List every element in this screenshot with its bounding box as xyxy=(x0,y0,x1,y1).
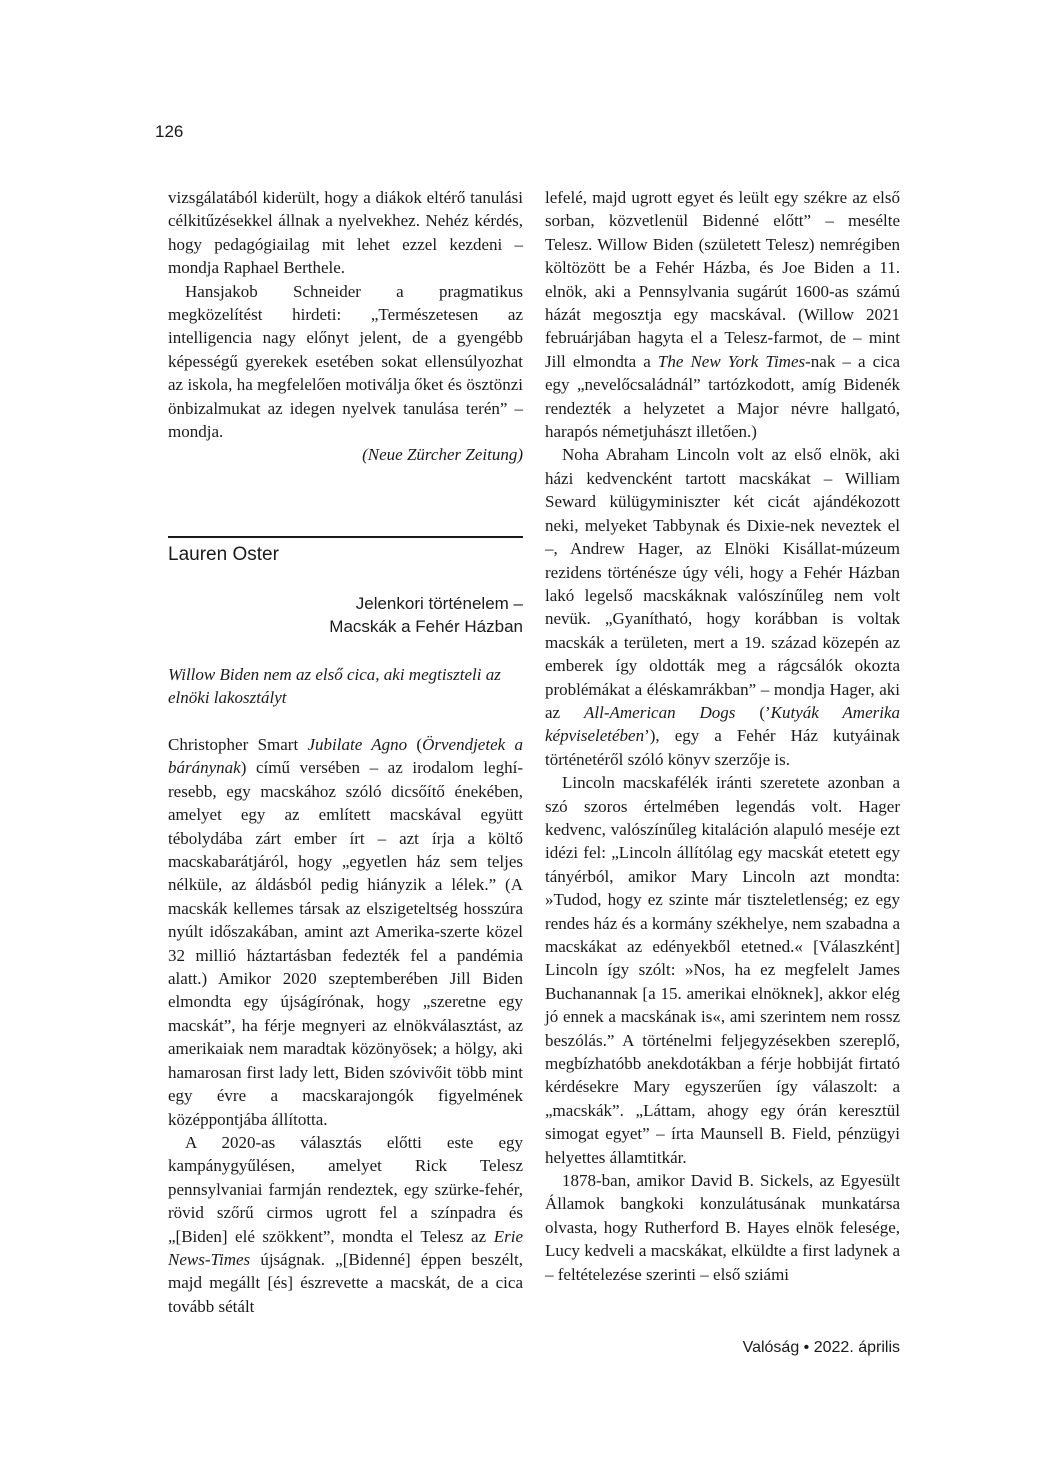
paragraph: lefelé, majd ugrott egyet és leült egy székre az első sorban, közvetlenül Bidenné előtt” – mesélte Telesz. Willow Biden (született Telesz) nemrégiben költözött be a Fehér Házba, és Joe Biden a 11. elnök, aki a Pennsylvania sugárút 1600-as számú házát megosztja egy macskával. (Willow 2021 februárjában hagyta el a Telesz-farmot, de – mint Jill elmondta a The New York Times-nak – a cica egy „nevelőcsaládnál” tartózkodott, amíg Bidenék rendezték a helyzetet a Major névre hallgató, harapós németjuhászt illetően.) xyxy=(545,188,900,442)
paragraph: Noha Abraham Lincoln volt az első elnök, aki házi kedvencként tartott macskákat – William Seward külügyminiszter két cicát ajándékozott neki, melyeket Tabbynak és Dixie-nek neveztek el –, Andrew Hager, az Elnöki Kisállat-múzeum rezidens történésze úgy véli, hogy a Fehér Házban lakó legelső macskáknak valószínűleg nem volt nevük. „Gyanítható, hogy korábban is voltak macskák a területen, mert a 19. század közepén az emberek így oldották meg a rágcsálók okozta problémákat a éléskamrákban” – mondja Hager, aki az All-American Dogs (’Kutyák Amerika képviseletében’), egy a Fehér Ház kutyáinak történetéről szóló könyv szerzője is. xyxy=(545,445,901,769)
title-line: Macskák a Fehér Házban xyxy=(329,617,523,636)
left-column-body xyxy=(168,733,523,1318)
source-citation: (Neue Zürcher Zeitung) xyxy=(362,445,523,465)
article-lead: Willow Biden nem az első cica, aki megtiszteli az elnöki lakosztályt xyxy=(168,665,501,708)
title-line: Jelenkori történelem – xyxy=(355,594,523,613)
paragraph: Lincoln macskafélék iránti szeretete azonban a szó szoros értelmében legendás volt. Hager kedvenc, valószínűleg kitaláción alapuló meséje ezt idézi fel: „Lincoln állítólag egy macskát etetett egy tányérból, amikor Mary Lincoln azt mondta: »Tudod, hogy ez szinte már tiszteletlenség; ez egy rendes ház és a kormány székhelye, nem szabadna a macskákat az edényekből etetned.« [Válaszként] Lincoln így szólt: »Nos, ha ez megfelelt James Buchanannak [a 15. amerikai elnöknek], akkor elég jó ennek a macskának is«, ami szerintem nem rossz beszólás.” A történelmi feljegyzésekben szereplő, megbízhatóbb anekdotákban a férje hobbiját firtató kérdésekre Mary egyszerűen így válaszolt: a „macskák”. „Láttam, ahogy egy órán keresztül simogat egyet” – írta Maunsell B. Field, pénzügyi helyettes államtitkár. xyxy=(545,773,900,1167)
section-divider xyxy=(168,536,523,538)
paragraph: 1878-ban, amikor David B. Sickels, az Egyesült Államok bangkoki konzulátusának munkatársa olvasta, hogy Rutherford B. Hayes elnök felesége, Lucy kedveli a macskákat, elküldte a first ladynek a – feltételezése szerinti – első sziámi xyxy=(545,1171,900,1284)
article-author: Lauren Oster xyxy=(168,544,279,565)
paragraph: vizsgálatából kiderült, hogy a diákok eltérő tanulási célkitűzésekkel állnak a nyelvekhez. Nehéz kérdés, hogy pedagógiailag mit lehet ezzel kezdeni – mondja Raphael Berthele. xyxy=(168,188,523,278)
page-number: 126 xyxy=(155,122,184,141)
left-column-top xyxy=(168,186,523,467)
right-column xyxy=(545,186,900,1286)
article-title xyxy=(168,592,523,638)
paragraph: A 2020-as választás előtti este egy kampánygyűlésen, amelyet Rick Telesz pennsylvaniai farmján rendeztek, egy szürke-fehér, rövid szőrű cirmos ugrott fel a színpadra és „[Biden] elé szökkent”, mondta el Telesz az Erie News-Times újságnak. „[Bidenné] éppen beszélt, majd megállt [és] észrevette a macskát, de a cica tovább sétált xyxy=(168,1132,523,1316)
paragraph: Hansjakob Schneider a pragmatikus megközelítést hirdeti: „Természetesen az intelligencia nagy előnyt jelent, de a gyengébb képességű gyerekek esetében sokat ellensúlyozhat az iskola, ha megfelelően motiválja őket és ösztönzi önbizalmukat az idegen nyelvek tanulása terén” – mondja. xyxy=(168,281,523,442)
page-footer: Valóság • 2022. április xyxy=(742,1339,900,1356)
paragraph: Christopher Smart Jubilate Agno (Örvendjetek a báránynak) című versében – az irodalom leghíresebb, egy macskához szóló dicsőítő énekében, amelyet egy az említett macskával együtt tébolydába zárt ember írt – azt írja a költő macskabarátjáról, hogy „egyetlen ház sem teljes nélküle, az áldásból pedig hiányzik a lélek.” (A macskák kellemes társak az elszigeteltség hosszúra nyúlt időszakában, amint azt Amerika-szerte közel 32 millió háztartásban fedezték fel a pandémia alatt.) Amikor 2020 szeptemberében Jill Biden elmondta egy újságírónak, hogy „szeretne egy macskát”, ha férje megnyeri az elnökválasztást, az amerikaiak nem maradtak közönyösek; a hölgy, aki hamarosan first lady lett, Biden szóvivőit több mint egy évre a macskarajongók figyelmének középpontjába állította. xyxy=(168,735,523,1129)
